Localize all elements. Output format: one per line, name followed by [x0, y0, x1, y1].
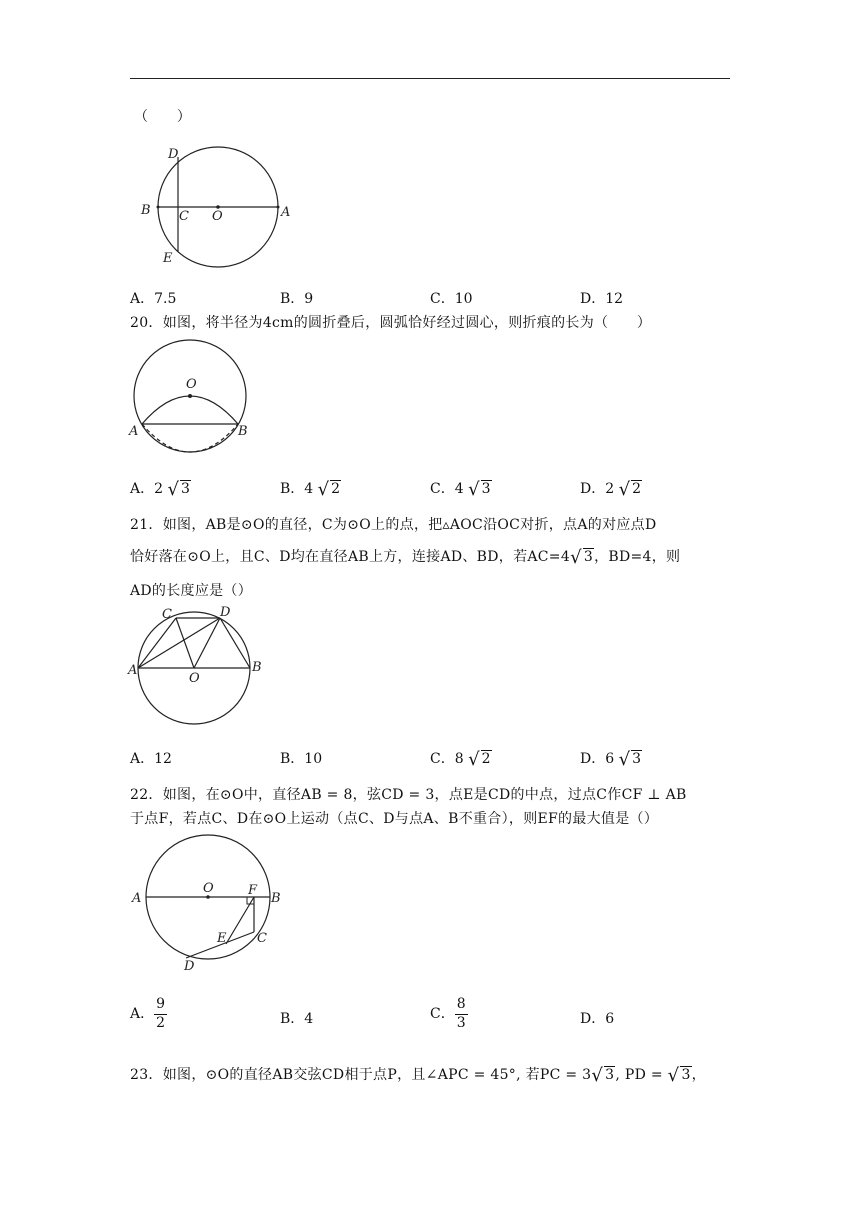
q20-label-o: O [186, 377, 197, 392]
q23-text: 23．如图，⊙O的直径AB交弦CD相于点P，且∠APC = 45°, 若PC = 3√ 3, PD = √ 3， [130, 1065, 706, 1086]
q22-option-d: D．6 [580, 1011, 615, 1027]
q22-label-b: B [271, 891, 281, 906]
q19-figure [138, 140, 298, 270]
q22-line1: 22．如图，在⊙O中，直径AB = 8，弦CD = 3，点E是CD的中点，过点C作CF ⊥ AB [130, 787, 687, 803]
q22-option-c: C． $\frac{8}{3}$ [430, 996, 466, 1031]
q22-label-d: D [184, 959, 195, 974]
q19-label-o: O [212, 209, 223, 224]
q20-figure [128, 336, 258, 451]
q21-option-d: D．6 √ 3 [580, 749, 642, 770]
q20-option-d: D．2 √ 2 [580, 479, 642, 500]
q22-line2: 于点F，若点C、D在⊙O上运动（点C、D与点A、B不重合），则EF的最大值是（） [130, 811, 659, 827]
q21-label-c: C [162, 607, 172, 622]
q22-option-b: B．4 [280, 1011, 314, 1027]
q20-label-a: A [129, 424, 139, 439]
q19-option-c: C．10 [430, 291, 473, 307]
q21-label-o: O [189, 671, 200, 686]
q22-label-a: A [132, 891, 142, 906]
q19-label-b: B [141, 203, 151, 218]
q22-option-a: A． $\frac{9}{2}$ [130, 996, 166, 1031]
q22-label-f: F [248, 883, 258, 898]
q19-label-d: D [168, 147, 179, 162]
q21-figure [128, 604, 268, 729]
q22-label-c: C [257, 931, 267, 946]
q20-option-c: C．4 √ 3 [430, 479, 491, 500]
q21-line1: 21．如图，AB是⊙O的直径，C为⊙O上的点，把▵AOC沿OC对折，点A的对应点D [130, 517, 657, 533]
q21-option-c: C．8 √ 2 [430, 749, 491, 770]
q19-label-e: E [163, 251, 173, 266]
q20-text: 20．如图，将半径为4cm的圆折叠后，圆弧恰好经过圆心，则折痕的长为（ ） [130, 315, 652, 331]
q21-line3: AD的长度应是（） [130, 583, 253, 599]
q21-label-b: B [252, 660, 262, 675]
q21-line2: 恰好落在⊙O上，且C、D均在直径AB上方，连接AD、BD，若AC=4√ 3，BD=4，则 [130, 547, 681, 568]
q21-option-a: A．12 [130, 751, 172, 767]
q19-option-a: A．7.5 [130, 291, 177, 307]
answer-paren: （ ） [134, 109, 192, 125]
q21-label-a: A [128, 663, 138, 678]
q20-option-b: B．4 √ 2 [280, 479, 341, 500]
q19-option-b: B．9 [280, 291, 314, 307]
q21-label-d: D [220, 605, 231, 620]
q20-label-b: B [238, 424, 248, 439]
q19-label-a: A [281, 205, 291, 220]
q22-label-e: E [217, 931, 227, 946]
q19-option-d: D．12 [580, 291, 624, 307]
q22-figure [130, 832, 290, 972]
q19-label-c: C [179, 209, 189, 224]
q21-option-b: B．10 [280, 751, 323, 767]
q20-option-a: A．2 √ 3 [130, 479, 190, 500]
header-rule [130, 78, 730, 79]
q22-label-o: O [203, 881, 214, 896]
